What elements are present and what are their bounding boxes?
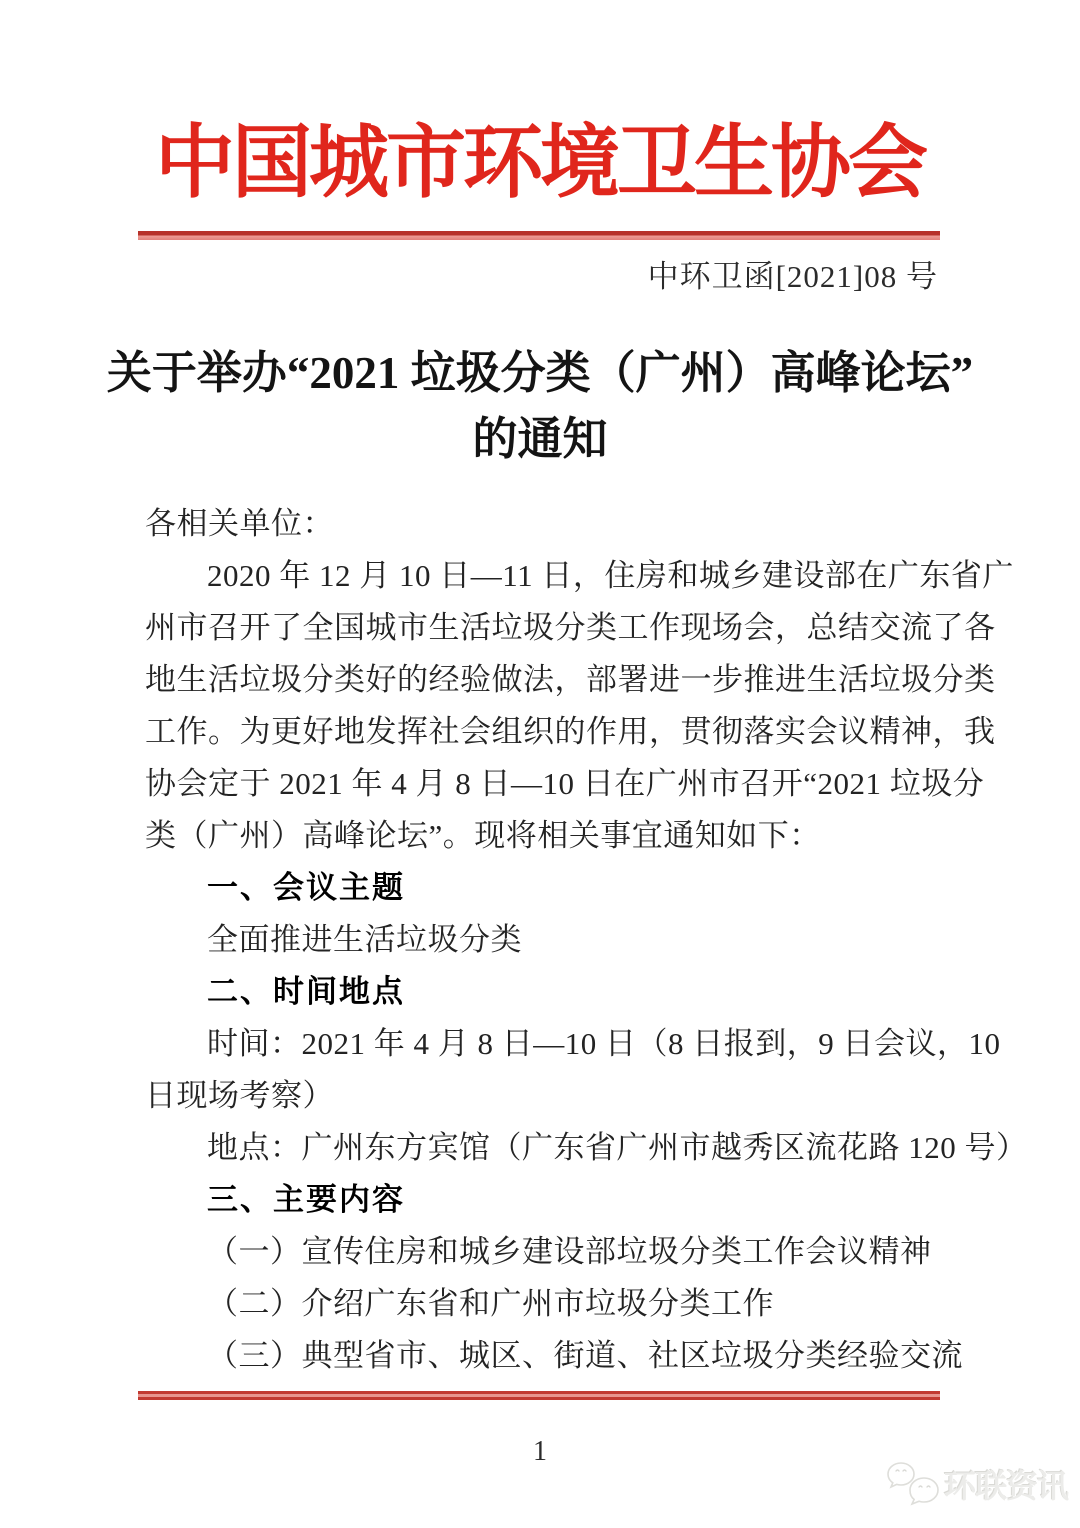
body-text-line: 日现场考察） — [145, 1078, 334, 1113]
body-text-line: 类（广州）高峰论坛”。现将相关事宜通知如下： — [145, 818, 821, 853]
chat-bubbles-icon — [884, 1460, 942, 1508]
body-heading-line: 一、会议主题 — [207, 870, 405, 905]
document-title — [0, 340, 1080, 472]
body-text-line: 全面推进生活垃圾分类 — [207, 922, 522, 957]
body-text-line: 州市召开了全国城市生活垃圾分类工作现场会，总结交流了各 — [145, 610, 996, 645]
body-text-line: 时间：2021 年 4 月 8 日—10 日（8 日报到，9 日会议，10 — [207, 1026, 1001, 1061]
body-text-line: 地生活垃圾分类好的经验做法，部署进一步推进生活垃圾分类 — [145, 662, 996, 697]
body-text-line: （二）介绍广东省和广州市垃圾分类工作 — [207, 1286, 774, 1321]
document-body — [145, 498, 1028, 1382]
letterhead-org-name: 中国城市环境卫生协会 — [155, 120, 925, 208]
document-number: 中环卫函[2021]08 号 — [647, 259, 938, 294]
document-title-line1: 关于举办“2021 垃圾分类（广州）高峰论坛” — [106, 348, 974, 398]
page-number: 1 — [533, 1436, 547, 1467]
body-heading-line: 三、主要内容 — [207, 1182, 405, 1217]
letterhead-rule — [138, 231, 940, 240]
body-text-line: 地点：广州东方宾馆（广东省广州市越秀区流花路 120 号） — [207, 1130, 1028, 1165]
document-title-line2: 的通知 — [472, 414, 608, 464]
footer-rule — [138, 1391, 940, 1400]
body-text-line: 工作。为更好地发挥社会组织的作用，贯彻落实会议精神，我 — [145, 714, 996, 749]
body-text-line: 2020 年 12 月 10 日—11 日，住房和城乡建设部在广东省广 — [207, 558, 1014, 593]
body-text-line: （一）宣传住房和城乡建设部垃圾分类工作会议精神 — [207, 1234, 932, 1269]
body-text-line: 协会定于 2021 年 4 月 8 日—10 日在广州市召开“2021 垃圾分 — [145, 766, 985, 801]
body-text-line: 各相关单位： — [145, 506, 334, 541]
watermark — [884, 1460, 1068, 1508]
body-text-line: （三）典型省市、城区、街道、社区垃圾分类经验交流 — [207, 1338, 963, 1373]
watermark-label: 环联资讯 — [943, 1468, 1068, 1504]
body-heading-line: 二、时间地点 — [207, 974, 405, 1009]
